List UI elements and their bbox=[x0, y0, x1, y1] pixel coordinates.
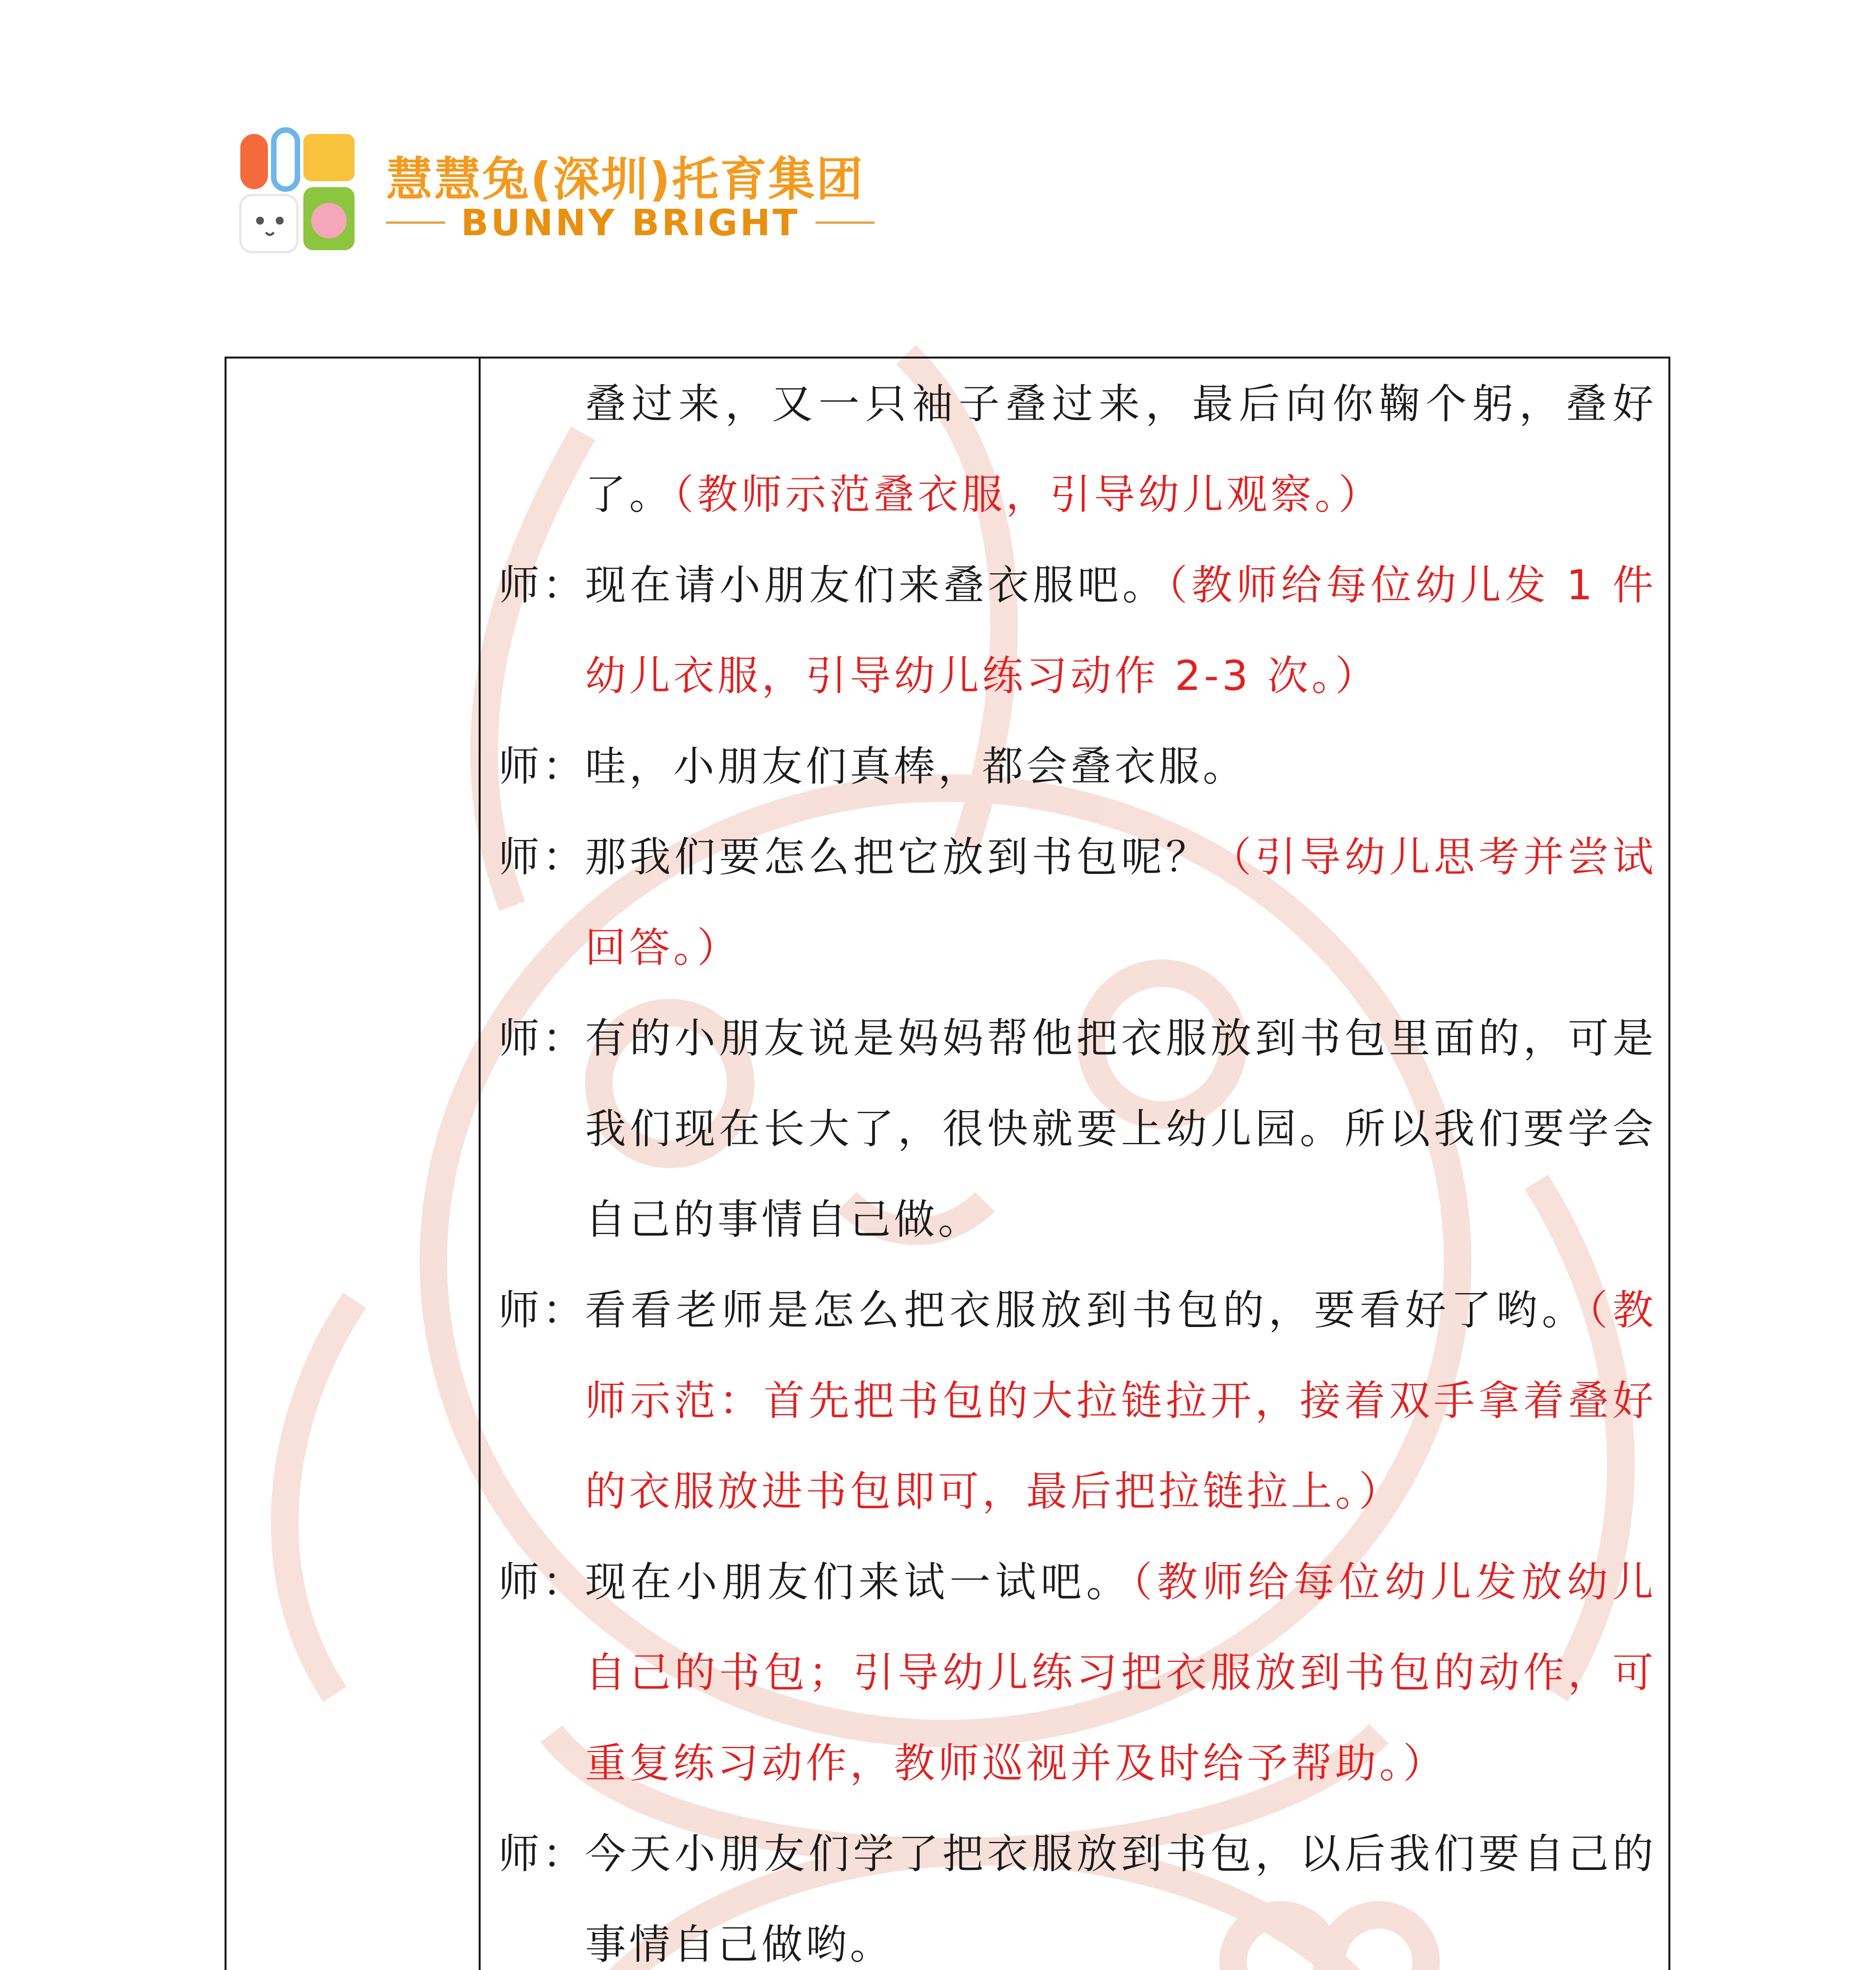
paragraph: 师： 哇，小朋友们真棒，都会叠衣服。 bbox=[498, 721, 1657, 812]
divider bbox=[815, 221, 875, 224]
speaker-label: 师： bbox=[498, 833, 587, 881]
speaker-label: 师： bbox=[498, 1286, 587, 1334]
paragraph: 师： 现在小朋友们来试一试吧。（教师给每位幼儿发放幼儿自己的书包；引导幼儿练习把衣服放到书包的动作，可重复练习动作，教师巡视并及时给予帮助。） bbox=[498, 1537, 1657, 1808]
company-tagline bbox=[386, 201, 875, 244]
activity-content-cell bbox=[498, 359, 1657, 1970]
paragraph: 师： 今天小朋友们学了把衣服放到书包，以后我们要自己的事情自己做哟。 bbox=[498, 1808, 1657, 1970]
divider bbox=[386, 221, 445, 224]
speaker-label: 师： bbox=[498, 742, 587, 790]
tagline-text: BUNNY BRIGHT bbox=[461, 201, 800, 244]
paragraph: 师： 看看老师是怎么把衣服放到书包的，要看好了哟。（教师示范：首先把书包的大拉链拉开，接着双手拿着叠好的衣服放进书包即可，最后把拉链拉上。） bbox=[498, 1265, 1657, 1537]
speaker-label: 师： bbox=[498, 561, 587, 609]
speaker-label: 师： bbox=[498, 1558, 587, 1606]
company-name: 慧慧兔(深圳)托育集团 bbox=[386, 152, 864, 206]
header-logo bbox=[236, 126, 906, 264]
speaker-label: 师： bbox=[498, 1014, 587, 1062]
paragraph: 师： 现在请小朋友们来叠衣服吧。（教师给每位幼儿发 1 件幼儿衣服，引导幼儿练习动作 2-3 次。） bbox=[498, 540, 1657, 721]
paragraph: 叠过来，又一只袖子叠过来，最后向你鞠个躬，叠好了。（教师示范叠衣服，引导幼儿观察。） bbox=[585, 380, 1657, 519]
paragraph: 师： 那我们要怎么把它放到书包呢？（引导幼儿思考并尝试回答。） bbox=[498, 812, 1657, 993]
speaker-label: 师： bbox=[498, 1830, 587, 1878]
paragraph: 师： 有的小朋友说是妈妈帮他把衣服放到书包里面的，可是我们现在长大了，很快就要上幼儿园。所以我们要学会自己的事情自己做。 bbox=[498, 993, 1657, 1265]
lesson-plan-table bbox=[225, 357, 1670, 1970]
bunny-logo-icon bbox=[236, 126, 366, 256]
column-divider bbox=[479, 359, 481, 1970]
